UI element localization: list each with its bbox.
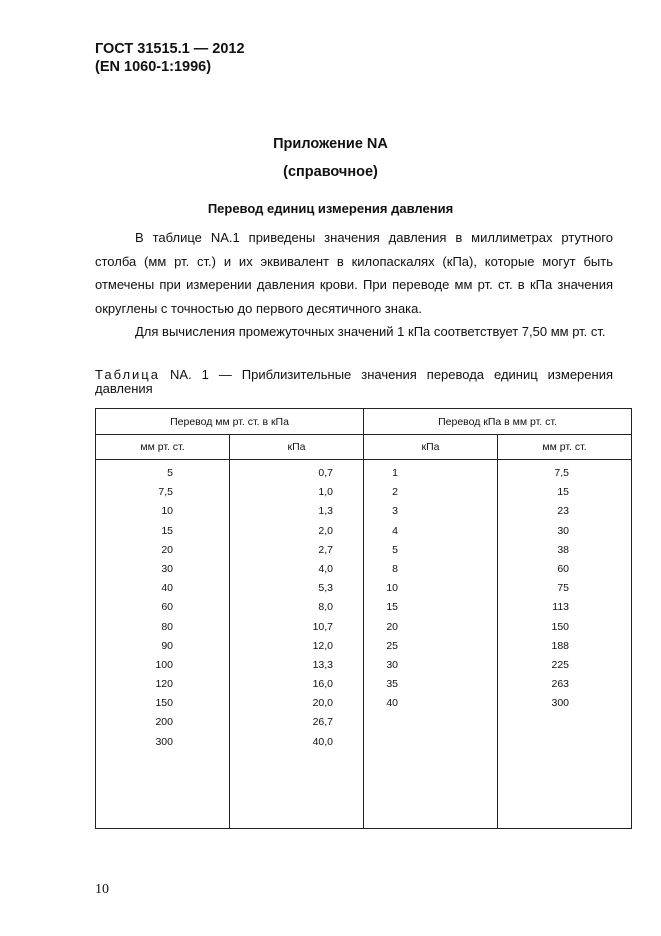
cell-kpa-input: 8: [392, 562, 399, 575]
cell-mmhg-result: 15: [557, 486, 570, 499]
cell-kpa-input: 30: [386, 658, 399, 671]
col-header-kpa: кПа: [230, 435, 364, 460]
cell-mmhg-result: 300: [551, 697, 570, 710]
standard-number: ГОСТ 31515.1 — 2012: [95, 41, 245, 57]
col-header-mmhg: мм рт. ст.: [96, 435, 230, 460]
cell-kpa: 4,0: [318, 562, 334, 575]
cell-mmhg: 30: [161, 562, 173, 575]
cell-kpa: 40,0: [312, 735, 334, 748]
cell-kpa-input: 20: [386, 620, 399, 633]
group-header-kpa-to-mmhg: Перевод кПа в мм рт. ст.: [364, 409, 632, 435]
body-text: [95, 226, 613, 344]
cell-mmhg: 300: [155, 735, 173, 748]
cell-kpa: 1,3: [318, 505, 334, 518]
cell-mmhg: 120: [155, 678, 173, 691]
cell-kpa: 10,7: [312, 620, 334, 633]
cell-mmhg: 80: [161, 620, 173, 633]
cell-kpa: 2,7: [318, 543, 334, 556]
table-caption-text: NA. 1 — Приблизительные значения перевода единиц измерения давления: [95, 367, 613, 396]
cell-kpa: 13,3: [312, 658, 334, 671]
cell-kpa: 20,0: [312, 697, 334, 710]
cell-kpa-input: 2: [392, 486, 399, 499]
cell-kpa-input: 15: [386, 601, 399, 614]
cell-kpa: 1,0: [318, 486, 334, 499]
cell-mmhg-result: 23: [557, 505, 570, 518]
appendix-type: (справочное): [283, 164, 378, 180]
cell-mmhg: 5: [167, 467, 173, 479]
cell-mmhg-result: 38: [557, 543, 570, 556]
cell-kpa-input: 3: [392, 505, 399, 518]
cell-mmhg: 40: [161, 582, 173, 595]
conversion-table: [95, 408, 632, 829]
column-kpa-values: [230, 460, 364, 829]
cell-mmhg-result: 30: [557, 524, 570, 537]
cell-mmhg: 90: [161, 639, 173, 652]
group-header-mmhg-to-kpa: Перевод мм рт. ст. в кПа: [96, 409, 364, 435]
appendix-title: Приложение NA: [273, 136, 388, 152]
cell-kpa-input: 5: [392, 543, 399, 556]
cell-mmhg-result: 150: [551, 620, 570, 633]
cell-kpa: 16,0: [312, 678, 334, 691]
cell-mmhg: 15: [161, 524, 173, 537]
cell-mmhg-result: 188: [551, 639, 570, 652]
cell-mmhg-result: 263: [551, 678, 570, 691]
col-header-mmhg-2: мм рт. ст.: [498, 435, 632, 460]
page-number: 10: [95, 882, 109, 897]
cell-kpa-input: 4: [392, 524, 399, 537]
column-kpa-input-values: [364, 460, 498, 829]
column-mmhg-values: [96, 460, 230, 829]
column-mmhg-result-values: [498, 460, 632, 829]
cell-mmhg: 150: [155, 697, 173, 710]
cell-kpa: 5,3: [318, 582, 334, 595]
standard-equivalent: (EN 1060-1:1996): [95, 59, 212, 75]
cell-mmhg: 100: [155, 658, 173, 671]
cell-mmhg: 60: [161, 601, 173, 614]
cell-mmhg: 200: [155, 716, 173, 729]
cell-kpa: 8,0: [318, 601, 334, 614]
cell-kpa: 26,7: [312, 716, 334, 729]
table-caption: [95, 368, 613, 396]
cell-mmhg: 7,5: [158, 486, 173, 499]
cell-kpa-input: 10: [386, 582, 399, 595]
cell-kpa: 12,0: [312, 639, 334, 652]
col-header-kpa-2: кПа: [364, 435, 498, 460]
cell-mmhg-result: 75: [557, 582, 570, 595]
cell-kpa-input: 40: [386, 697, 399, 710]
cell-mmhg-result: 225: [551, 658, 570, 671]
paragraph-1: В таблице NA.1 приведены значения давления в миллиметрах ртутного столба (мм рт. ст.) и их эквивалент в килопаскалях (кПа), которые могут быть отмечены при измерении давления крови. При переводе мм рт. ст. в кПа значения округлены с точностью до первого десятичного знака.: [95, 230, 613, 316]
cell-mmhg-result: 113: [552, 601, 570, 614]
cell-mmhg: 10: [161, 505, 173, 518]
table-caption-label: Таблица: [95, 367, 160, 382]
cell-kpa: 0,7: [318, 467, 334, 479]
cell-mmhg-result: 7,5: [554, 467, 570, 479]
cell-mmhg-result: 60: [557, 562, 570, 575]
cell-kpa-input: 1: [392, 467, 399, 479]
cell-kpa-input: 25: [386, 639, 399, 652]
cell-mmhg: 20: [161, 543, 173, 556]
cell-kpa: 2,0: [318, 524, 334, 537]
paragraph-2: Для вычисления промежуточных значений 1 кПа соответствует 7,50 мм рт. ст.: [135, 324, 606, 339]
cell-kpa-input: 35: [386, 678, 399, 691]
appendix-heading: Перевод единиц измерения давления: [207, 201, 454, 216]
